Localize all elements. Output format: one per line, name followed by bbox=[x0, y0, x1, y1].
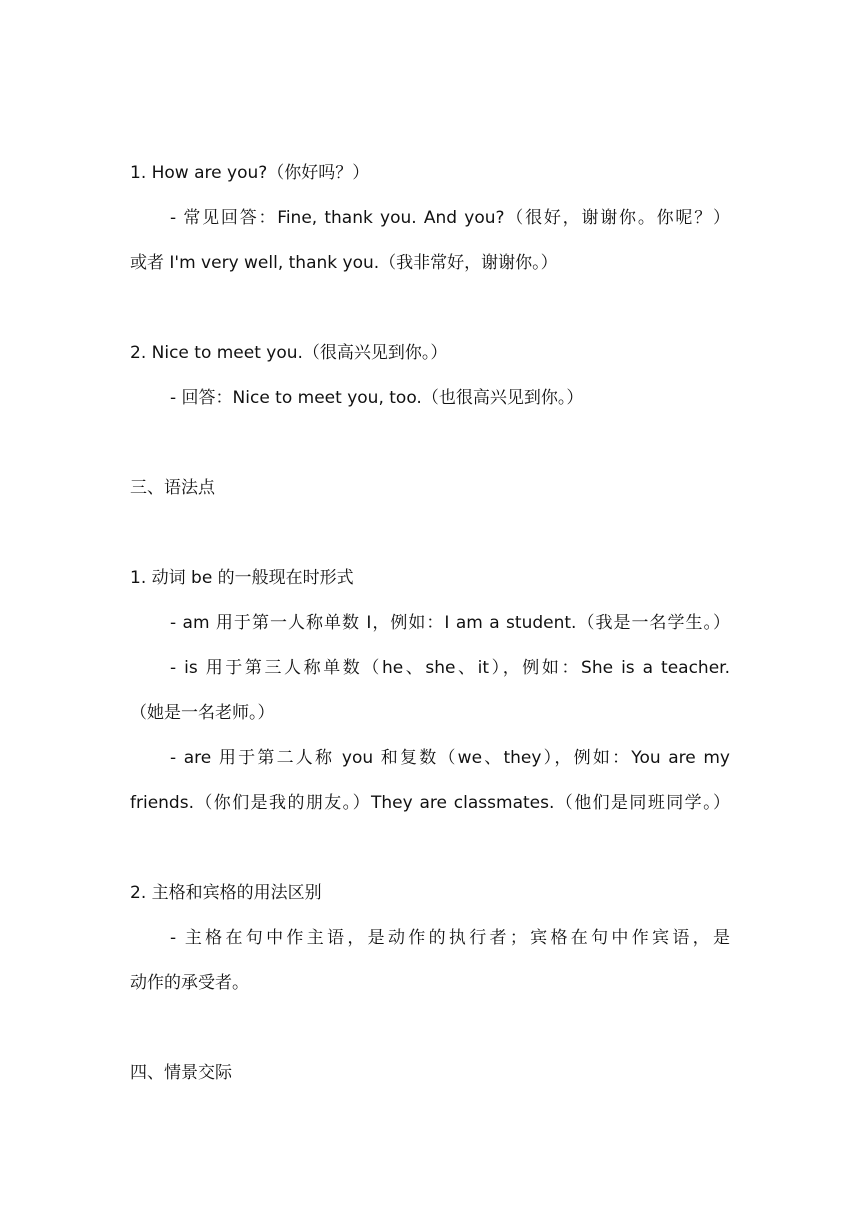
section-heading-grammar: 三、语法点 bbox=[130, 478, 215, 498]
grammar-point-1-is-line-2: （她是一名老师。） bbox=[130, 703, 275, 723]
dialog-item-2-answer: - 回答：Nice to meet you, too.（也很高兴见到你。） bbox=[170, 388, 584, 408]
dialog-item-1-answer-line-2: 或者 I'm very well, thank you.（我非常好，谢谢你。） bbox=[130, 253, 558, 273]
grammar-point-2-line-1: - 主格在句中作主语，是动作的执行者；宾格在句中作宾语，是 bbox=[170, 928, 730, 948]
grammar-point-2-title: 2. 主格和宾格的用法区别 bbox=[130, 883, 322, 903]
grammar-point-1-title: 1. 动词 be 的一般现在时形式 bbox=[130, 568, 354, 588]
grammar-point-1-are-line-1: - are 用于第二人称 you 和复数（we、they），例如：You are my bbox=[170, 748, 730, 768]
section-heading-situational-communication: 四、情景交际 bbox=[130, 1063, 232, 1083]
grammar-point-1-is-line-1: - is 用于第三人称单数（he、she、it），例如：She is a teacher. bbox=[170, 658, 730, 678]
dialog-item-2-heading: 2. Nice to meet you.（很高兴见到你。） bbox=[130, 343, 448, 363]
grammar-point-2-line-2: 动作的承受者。 bbox=[130, 973, 249, 993]
grammar-point-1-am: - am 用于第一人称单数 I，例如：I am a student.（我是一名学生。） bbox=[170, 613, 730, 633]
grammar-point-1-are-line-2: friends.（你们是我的朋友。）They are classmates.（他们是同班同学。） bbox=[130, 793, 730, 813]
dialog-item-1-answer-line-1: - 常见回答：Fine, thank you. And you?（很好，谢谢你。你呢？） bbox=[170, 208, 730, 228]
dialog-item-1-heading: 1. How are you?（你好吗？） bbox=[130, 163, 370, 183]
